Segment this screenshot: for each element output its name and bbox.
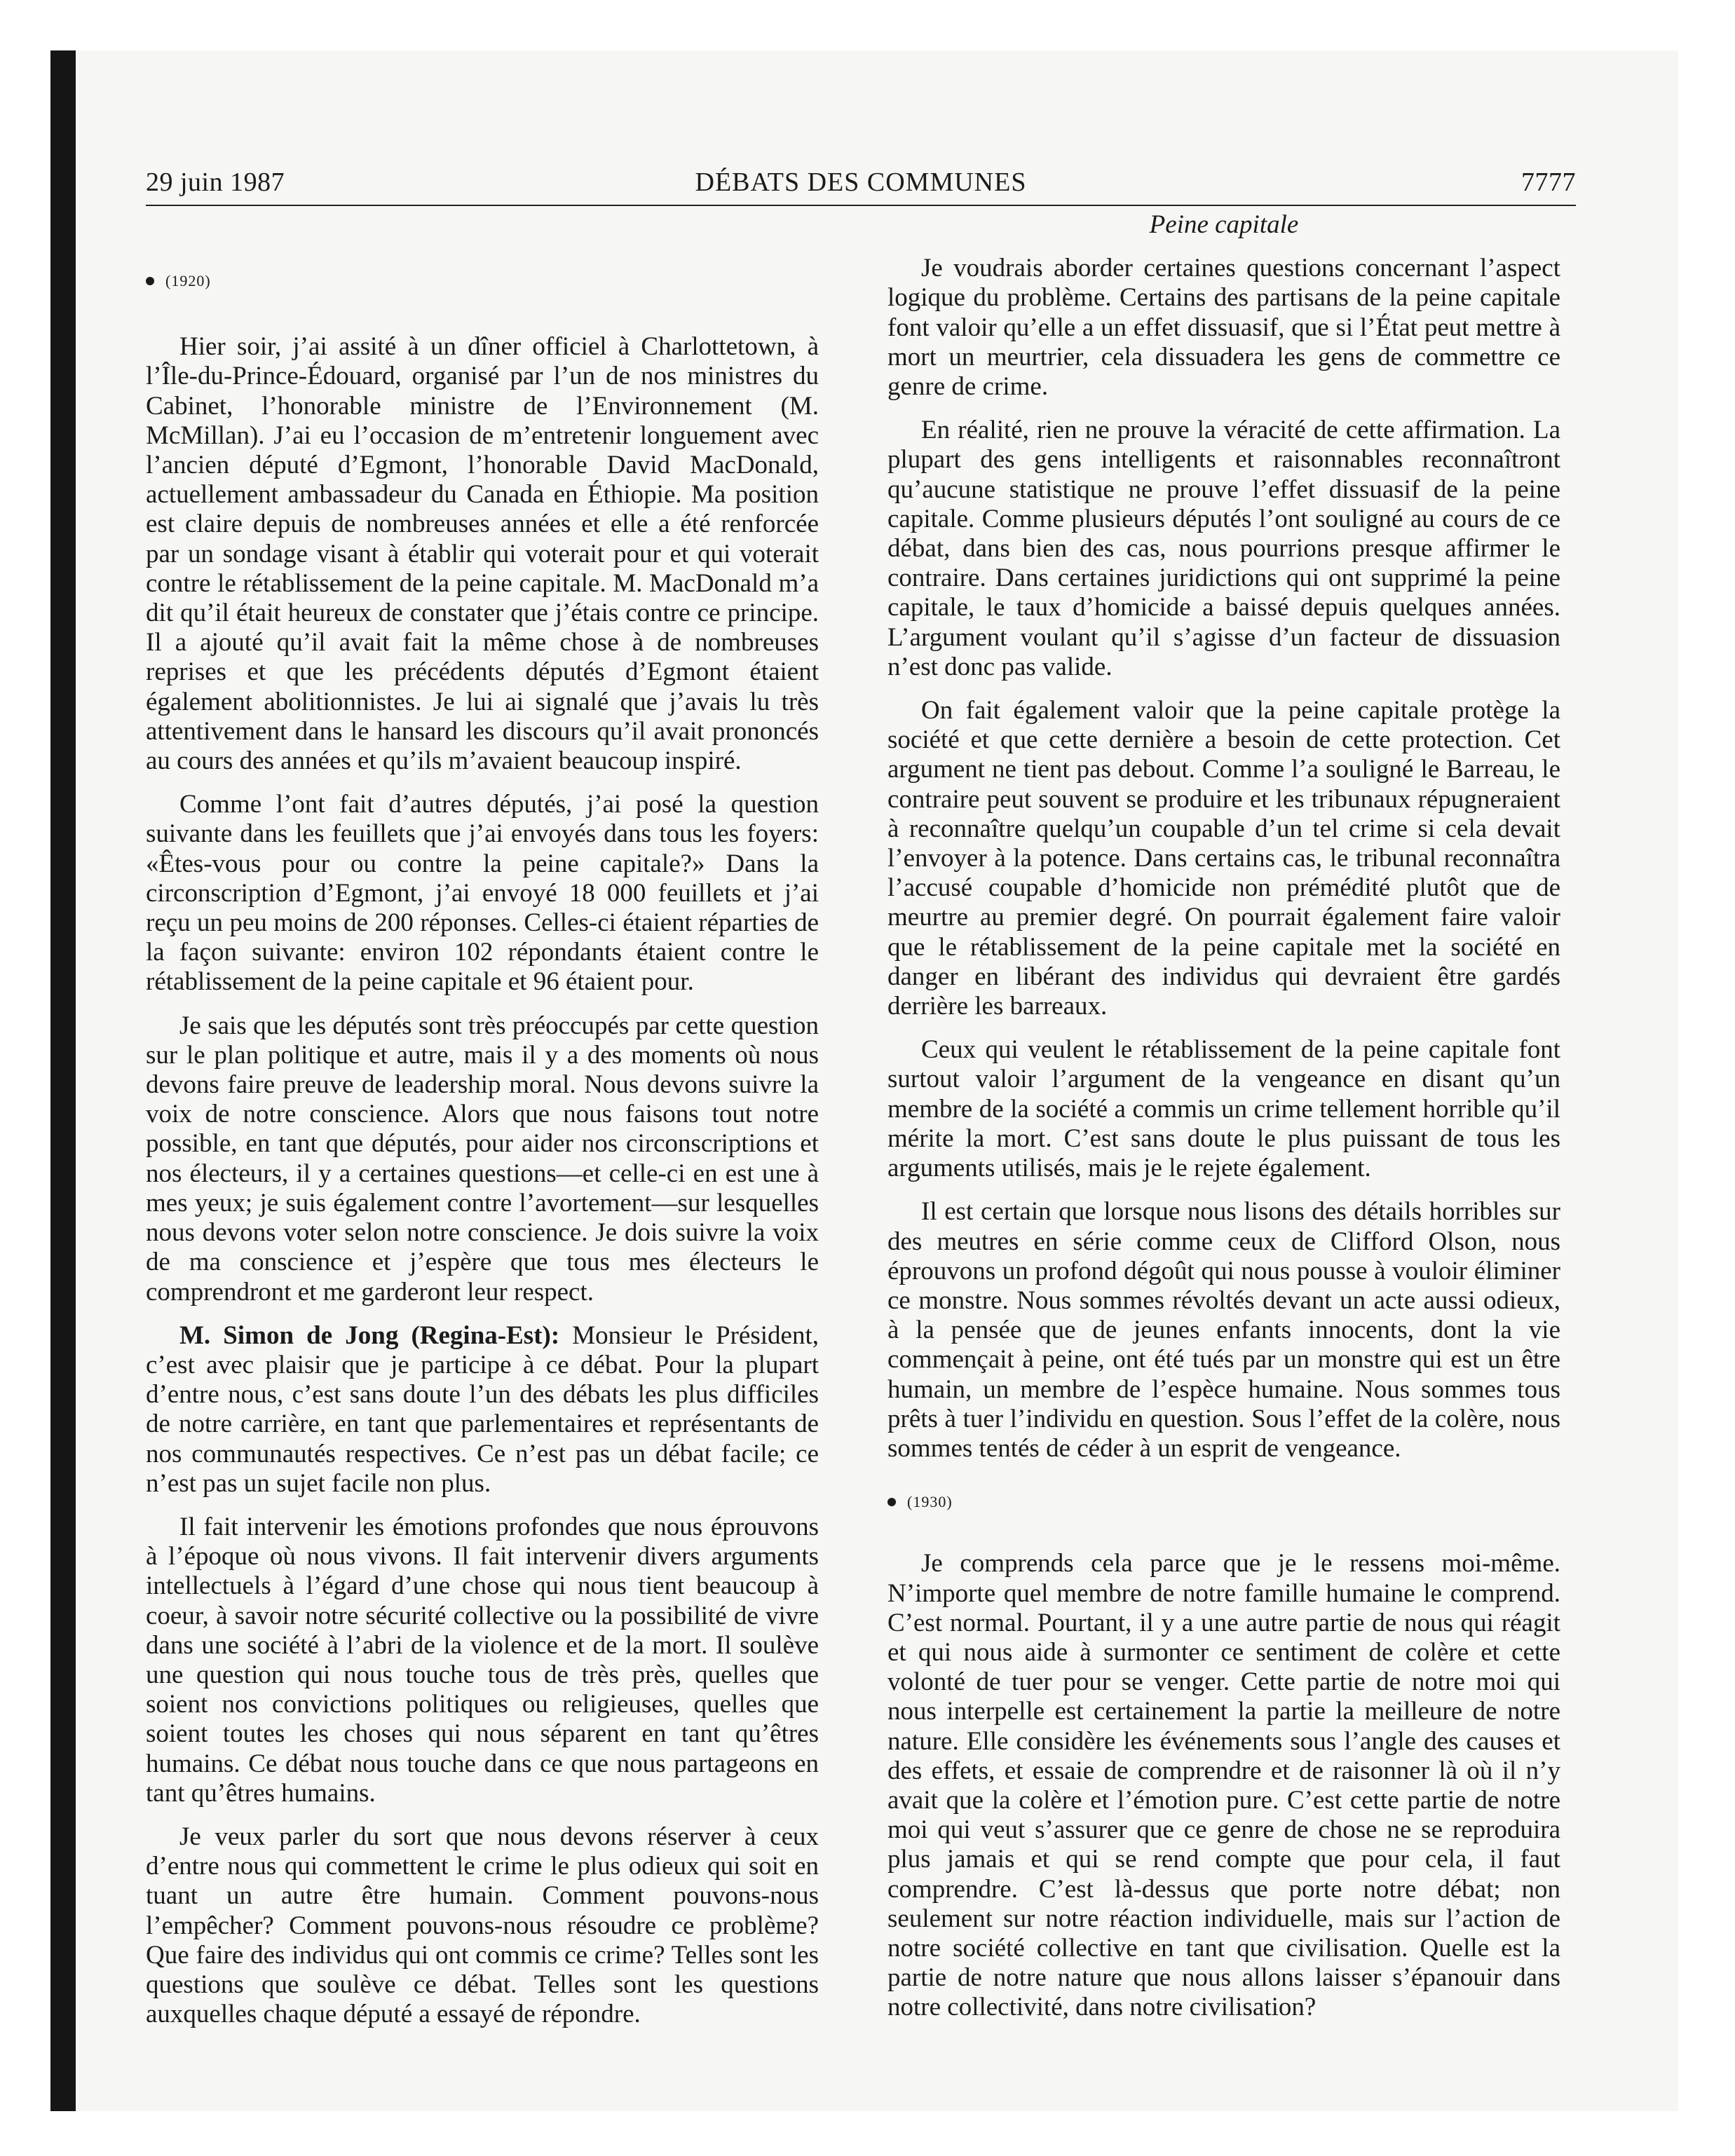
page-header (146, 167, 1576, 206)
paragraph: Ceux qui veulent le rétablissement de la peine capitale font surtout valoir l’argument de la vengeance en disant qu’un membre de la société a commis un crime tellement horrible qu’il mérite la mort. C’est sans doute le plus puissant de tous les arguments utilisés, mais je le rejete également. (887, 1035, 1560, 1183)
timestamp-marker (887, 1487, 1560, 1517)
paragraph: Je voudrais aborder certaines questions concernant l’aspect logique du problème. Certains des partisans de la peine capitale font valoir qu’elle a un effet dissuasif, que si l’État peut mettre à mort un meurtrier, cela dissuadera les gens de commettre ce genre de crime. (887, 254, 1560, 402)
paragraph: Il est certain que lorsque nous lisons des détails horribles sur des meutres en série comme ceux de Clifford Olson, nous éprouvons un profond dégoût qui nous pousse à vouloir éliminer ce monstre. Nous sommes révoltés devant un acte aussi odieux, à la pensée que de jeunes enfants innocents, dont la vie commençait à peine, ont été tués par un monstre qui est un être humain, un membre de l’espèce humaine. Nous sommes tous prêts à tuer l’individu en question. Sous l’effet de la colère, nous sommes tentés de céder à un esprit de vengeance. (887, 1197, 1560, 1463)
left-column (146, 210, 819, 2043)
speaker-paragraph (146, 1321, 819, 1499)
paragraph: Je veux parler du sort que nous devons réserver à ceux d’entre nous qui commettent le crime le plus odieux qui soit en tuant un autre être humain. Comment pouvons-nous l’empêcher? Comment pouvons-nous résoudre ce problème? Que faire des individus qui ont commis ce crime? Telles sont les questions que soulève ce débat. Telles sont les questions auxquelles chaque député a essayé de répondre. (146, 1822, 819, 2029)
header-date: 29 juin 1987 (146, 168, 285, 197)
speaker-name: M. Simon de Jong (Regina-Est): (179, 1321, 560, 1350)
header-rule (146, 205, 1576, 206)
section-subheading: Peine capitale (1149, 210, 1299, 239)
timestamp-text: (1930) (907, 1493, 953, 1511)
paragraph: Comme l’ont fait d’autres députés, j’ai posé la question suivante dans les feuillets que j’ai envoyés dans tous les foyers: «Êtes-vous pour ou contre la peine capitale?» Dans la circonscription d’Egmont, j’ai envoyé 18 000 feuillets et j’ai reçu un peu moins de 200 réponses. Celles-ci étaient réparties de la façon suivante: environ 102 répondants étaient contre le rétablissement de la peine capitale et 96 étaient pour. (146, 790, 819, 997)
paragraph: Je sais que les députés sont très préoccupés par cette question sur le plan politique et autre, mais il y a des moments où nous devons faire preuve de leadership moral. Nous devons suivre la voix de notre conscience. Alors que nous faisons tout notre possible, en tant que députés, pour aider nos circonscriptions et nos électeurs, il y a certaines questions—et celle-ci en est une à mes yeux; je suis également contre l’avortement—sur lesquelles nous devons voter selon notre conscience. Je dois suivre la voix de ma conscience et j’espère que tous mes électeurs le comprendront et me garderont leur respect. (146, 1011, 819, 1306)
header-title: DÉBATS DES COMMUNES (695, 168, 1027, 197)
right-column (887, 210, 1560, 2037)
bullet-icon (887, 1498, 896, 1506)
paragraph: Je comprends cela parce que je le ressens moi-même. N’importe quel membre de notre famille humaine le comprend. C’est normal. Pourtant, il y a une autre partie de nous qui réagit et qui nous aide à surmonter ce sentiment de colère et cette volonté de tuer pour se venger. Cette partie de notre moi qui nous interpelle est certainement la partie la meilleure de notre nature. Elle considère les événements sous l’angle des causes et des effets, et essaie de comprendre et de raisonner là où il n’y avait que la colère et l’émotion pure. C’est cette partie de notre moi qui veut s’assurer que ce genre de chose ne se reproduira plus jamais et qui se rend compte que pour cela, il faut comprendre. C’est là-dessus que porte notre débat; non seulement sur notre réaction individuelle, mais sur l’action de notre société collective en tant que civilisation. Quelle est la partie de notre nature que nous allons laisser s’épanouir dans notre collectivité, dans notre civilisation? (887, 1549, 1560, 2022)
paragraph: Il fait intervenir les émotions profondes que nous éprouvons à l’époque où nous vivons. Il fait intervenir divers arguments intellectuels à l’égard d’une chose qui nous tient beaucoup à coeur, à savoir notre sécurité collective ou la possibilité de vivre dans une société à l’abri de la violence et de la mort. Il soulève une question qui nous touche tous de très près, quelles que soient nos convictions politiques ou religieuses, quelles que soient toutes les choses qui nous séparent en tant qu’êtres humains. Ce débat nous touche dans ce que nous partageons en tant qu’êtres humains. (146, 1512, 819, 1808)
scan-edge-strip (50, 50, 76, 2111)
speaker-text: Monsieur le Président, c’est avec plaisir que je participe à ce débat. Pour la plupart d’entre nous, c’est sans doute l’un des débats les plus difficiles de notre carrière, en tant que parlementaires et représentants de nos communautés respectives. Ce n’est pas un débat facile; ce n’est pas un sujet facile non plus. (146, 1321, 819, 1498)
paragraph: Hier soir, j’ai assité à un dîner officiel à Charlottetown, à l’Île-du-Prince-Édouard, organisé par l’un de nos ministres du Cabinet, l’honorable ministre de l’Environnement (M. McMillan). J’ai eu l’occasion de m’entretenir longuement avec l’ancien député d’Egmont, l’honorable David MacDonald, actuellement ambassadeur du Canada en Éthiopie. Ma position est claire depuis de nombreuses années et elle a été renforcée par un sondage visant à établir qui voterait pour et qui voterait contre le rétablissement de la peine capitale. M. MacDonald m’a dit qu’il était heureux de constater que j’étais contre ce principe. Il a ajouté qu’il avait fait la même chose à de nombreuses reprises et que les précédents députés d’Egmont étaient également abolitionnistes. Je lui ai signalé que j’avais lu très attentivement dans le hansard les discours qu’il avait prononcés au cours des années et qu’ils m’avaient beaucoup inspiré. (146, 332, 819, 776)
page-number: 7777 (1521, 168, 1576, 197)
timestamp-marker (146, 266, 819, 296)
timestamp-text: (1920) (165, 272, 211, 289)
paragraph: En réalité, rien ne prouve la véracité de cette affirmation. La plupart des gens intelligents et raisonnables reconnaîtront qu’aucune statistique ne prouve l’effet dissuasif de la peine capitale. Comme plusieurs députés l’ont souligné au cours de ce débat, dans bien des cas, nous pourrions presque affirmer le contraire. Dans certaines juridictions qui ont supprimé la peine capitale, le taux d’homicide a baissé depuis quelques années. L’argument voulant qu’il s’agisse d’un facteur de dissuasion n’est donc pas valide. (887, 416, 1560, 681)
paragraph: On fait également valoir que la peine capitale protège la société et que cette dernière a besoin de cette protection. Cet argument ne tient pas debout. Comme l’a souligné le Barreau, le contraire peut souvent se produire et les tribunaux répugneraient à reconnaître quelqu’un coupable d’un tel crime si cela devait l’envoyer à la potence. Dans certains cas, le tribunal reconnaîtra l’accusé coupable d’homicide non prémédité plutôt que de meurtre au premier degré. On pourrait également faire valoir que le rétablissement de la peine capitale met la société en danger en libérant des individus qui devraient être gardés derrière les barreaux. (887, 696, 1560, 1021)
bullet-icon (146, 277, 154, 285)
